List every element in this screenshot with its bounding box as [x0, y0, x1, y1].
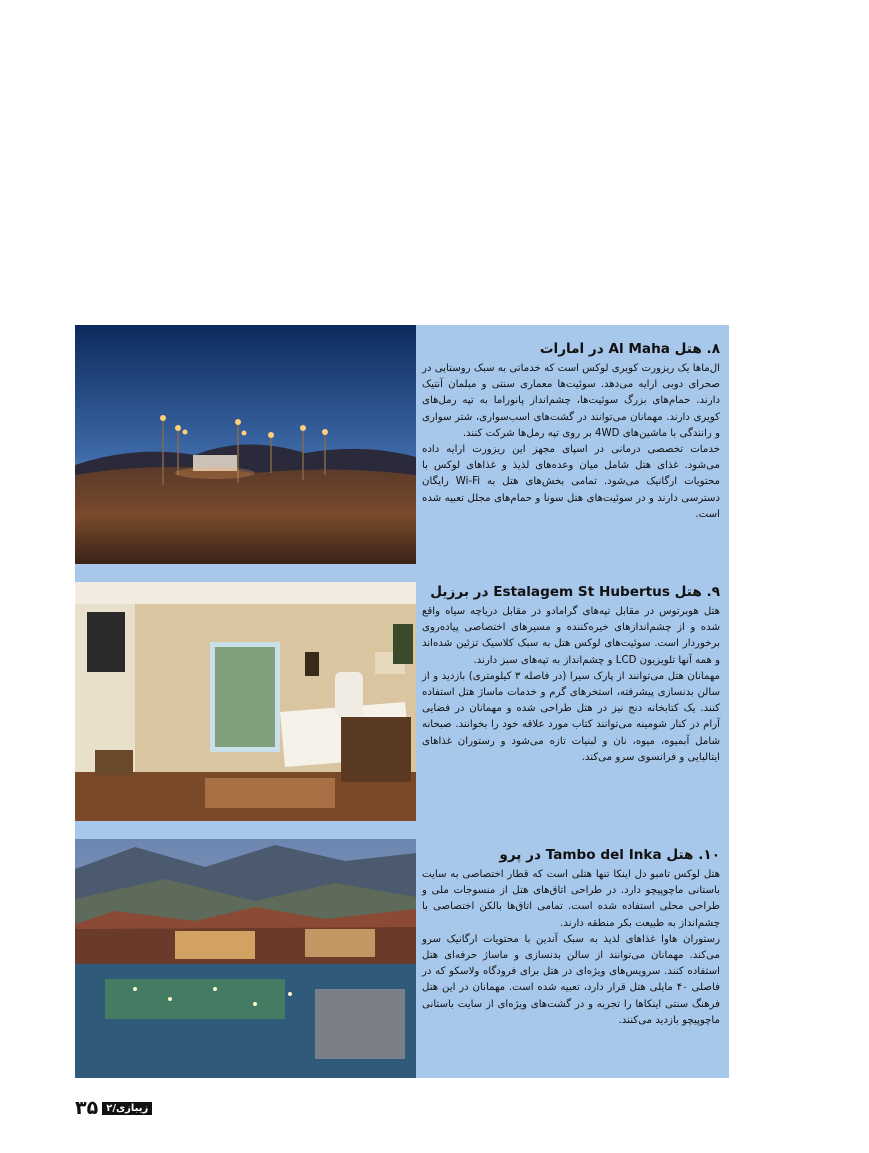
tambo-del-inka-title: ۱۰. هتل Tambo del Inka در پرو: [499, 847, 720, 863]
st-hubertus-paragraph-1: هتل هوبرتوس در مقابل تپه‌های گرامادو در مقابل دریاچه سیاه واقع شده و از چشم‌اندازهای خیره‌کننده و مسیرهای اختصاصی پیاده‌روی برخوردار است. سوئیت‌های لوکس هتل به سبک کلاسیک تزئین شده‌اند و همه آنها تلویزیون LCD و چشم‌انداز به تپه‌های سبز دارند.: [422, 606, 720, 666]
tambo-del-inka-paragraph-2: رستوران هاوا غذاهای لذیذ به سبک آندین با محتویات ارگانیک سرو می‌کند. مهمانان می‌توانند از سالن بدنسازی و ماساژ حرفه‌ای هتل استفاده کنند. سرویس‌های ویژه‌ای در هتل برای فرودگاه ولاسکو که در فاصلی ۴۰ مایلی هتل قرار دارد، تعبیه شده است. مهمانان در این هتل فرهنگ سنتی اینکاها را تجربه و در گشت‌های ویژه‌ای از سایت باستانی ماچوپیچو بازدید می‌کنند.: [422, 933, 720, 1026]
page-folio: [75, 1096, 152, 1120]
tambo-del-inka-section: [422, 846, 720, 1029]
al-maha-paragraph-1: ال‌ماها یک ریزورت کویری لوکس است که خدماتی به سبک روستایی در صحرای دوبی ارایه می‌دهد. سوئیت‌ها معماری سنتی و مبلمان آنتیک دارند. حمام‌های بزرگ سوئیت‌ها، چشم‌انداز پانوراما به تپه رمل‌های کویری دارند. مهمانان می‌توانند در گشت‌های اسب‌سواری، شتر سواری و رانندگی با ماشین‌های 4WD بر روی تپه رمل‌ها شرکت کنند.: [422, 363, 720, 439]
st-hubertus-title: ۹. هتل Estalagem St Hubertus در برزیل: [430, 584, 720, 600]
al-maha-section: [422, 340, 720, 523]
st-hubertus-section: [422, 583, 720, 766]
page-number: ۳۵: [75, 1097, 99, 1119]
al-maha-desert-photo: [75, 325, 416, 564]
tambo-del-inka-photo: [75, 839, 416, 1078]
tambo-del-inka-paragraph-1: هتل لوکس تامبو دل اینکا تنها هتلی است که قطار اختصاصی به سایت باستانی ماچوپیچو دارد. در طراحی اتاق‌های هتل از منسوجات ملی و طراحی محلی استفاده شده است. تمامی اتاق‌ها بالکن اختصاصی با چشم‌انداز به طبیعت بکر منطقه دارند.: [422, 869, 720, 929]
al-maha-paragraph-2: خدمات تخصصی درمانی در اسپای مجهز این ریزورت ارایه داده می‌شود. غذای هتل شامل میان وعده‌های لذیذ و غذاهای لوکس با محتویات ارگانیک می‌شود. تمامی بخش‌های هتل به Wi-Fi رایگان دسترسی دارند و در سوئیت‌های هتل سونا و حمام‌های مجلل تعبیه شده است.: [422, 444, 720, 520]
magazine-name: زیبازی/۲: [102, 1102, 152, 1115]
st-hubertus-paragraph-2: مهمانان هتل می‌توانند از پارک سیرا (در فاصله ۳ کیلومتری) بازدید و از سالن بدنسازی پیشرفته، استخرهای گرم و خدمات ماساژ هتل استفاده کنند. یک کتابخانه دنج نیز در هتل طراحی شده و مهمانان در فضایی آرام در کنار شومینه می‌توانند کتاب مورد علاقه خود را بخوانند. صبحانه شامل آبمیوه، میوه، نان و لبنیات تازه می‌شود و رستوران غذاهای ایتالیایی و فرانسوی سرو می‌کند.: [422, 670, 720, 763]
st-hubertus-bedroom-photo: [75, 582, 416, 821]
al-maha-title: ۸. هتل Al Maha در امارات: [539, 341, 720, 357]
